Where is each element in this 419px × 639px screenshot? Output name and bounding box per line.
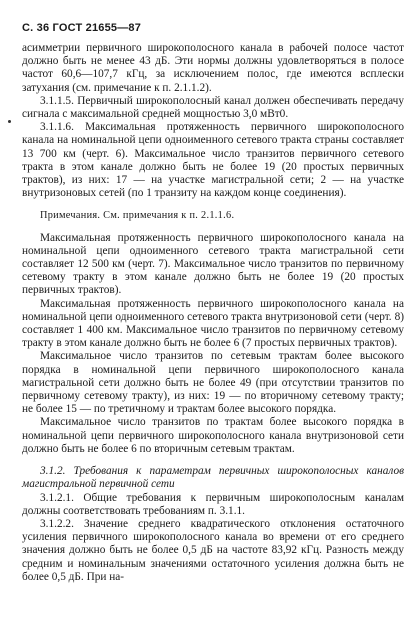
document-body [22, 42, 404, 584]
paragraph-3-1-1-5: 3.1.1.5. Первичный широкополосный канал должен обеспечивать передачу сигнала с максимальной средней мощностью 3,0 мВт0. [22, 94, 404, 121]
note-paragraph: Примечания. См. примечания к п. 2.1.1.6. [40, 210, 235, 222]
paragraph-zonal-length: Максимальная протяженность первичного широкополосного канала на номинальной цепи одноименного сетевого тракта внутризоновой сети (черт. 8) составляет 1 400 км. Максимальное число транзитов по первичному сетевому тракту в этом канале должно быть не более 6 (7 простых первичных трактов). [22, 297, 404, 350]
section-heading-3-1-2 [22, 465, 404, 491]
paragraph-higher-order-trunk: Максимальное число транзитов по сетевым трактам более высокого порядка в номинальной цепи первичного широкополосного канала магистральной сети должно быть не более 49 (при отсутствии транзитов по первичному сетевому тракту), из них: 19 — по вторичному сетевому тракту; не более 15 — по третичному и трактам более высокого порядка. [22, 350, 404, 416]
paragraph-3-1-2-2: 3.1.2.2. Значение среднего квадратического отклонения остаточного усиления первичного широкополосного канала во времени от его среднего значения должно быть не более 0,5 дБ на частоте 83,92 кГц. Разность между средним и номинальным значениями остаточного усиления должна быть не более 0,5 дБ. При на- [22, 517, 404, 583]
page-header: С. 36 ГОСТ 21655—87 [22, 22, 142, 34]
paragraph-3-1-1-6: 3.1.1.6. Максимальная протяженность первичного широкополосного канала на номинальной цепи одноименного сетевого тракта страны составляет 13 700 км (черт. 6). Максимальное число транзитов первичного сетевого тракта в этом канале должно быть не более 19 (20 простых первичных трактов), из них: 17 — на участке магистральной сети; 2 — на участке внутризоновых сетей (по 1 транзиту на каждом конце соединения). [22, 121, 404, 200]
margin-dot [8, 120, 11, 123]
paragraph-3-1-2-1: 3.1.2.1. Общие требования к первичным широкополосным каналам должны соответствовать требованиям п. 3.1.1. [22, 491, 404, 517]
paragraph-trunk-length: Максимальная протяженность первичного широкополосного канала на номинальной цепи одноименного сетевого тракта магистральной сети составляет 12 500 км (черт. 7). Максимальное число транзитов по первичному сетевому тракту в этом канале должно быть не более 19 (20 простых первичных трактов). [22, 231, 404, 297]
paragraph-higher-order-zonal: Максимальное число транзитов по трактам более высокого порядка в номинальной цепи первичного широкополосного канала внутризоновой сети должно быть не более 6 по вторичным сетевым трактам. [22, 416, 404, 455]
paragraph-continuation: асимметрии первичного широкополосного канала в рабочей полосе частот должно быть не менее 43 дБ. Эти нормы должны удовлетворяться в полосе частот 60,6—107,7 кГц, за исключением полос, где имеются всплески затухания (см. примечание к п. 2.1.1.2). [22, 42, 404, 94]
section-heading-text: 3.1.2. Требования к параметрам первичных широкополосных каналов магистральной первичной сети [22, 465, 404, 491]
